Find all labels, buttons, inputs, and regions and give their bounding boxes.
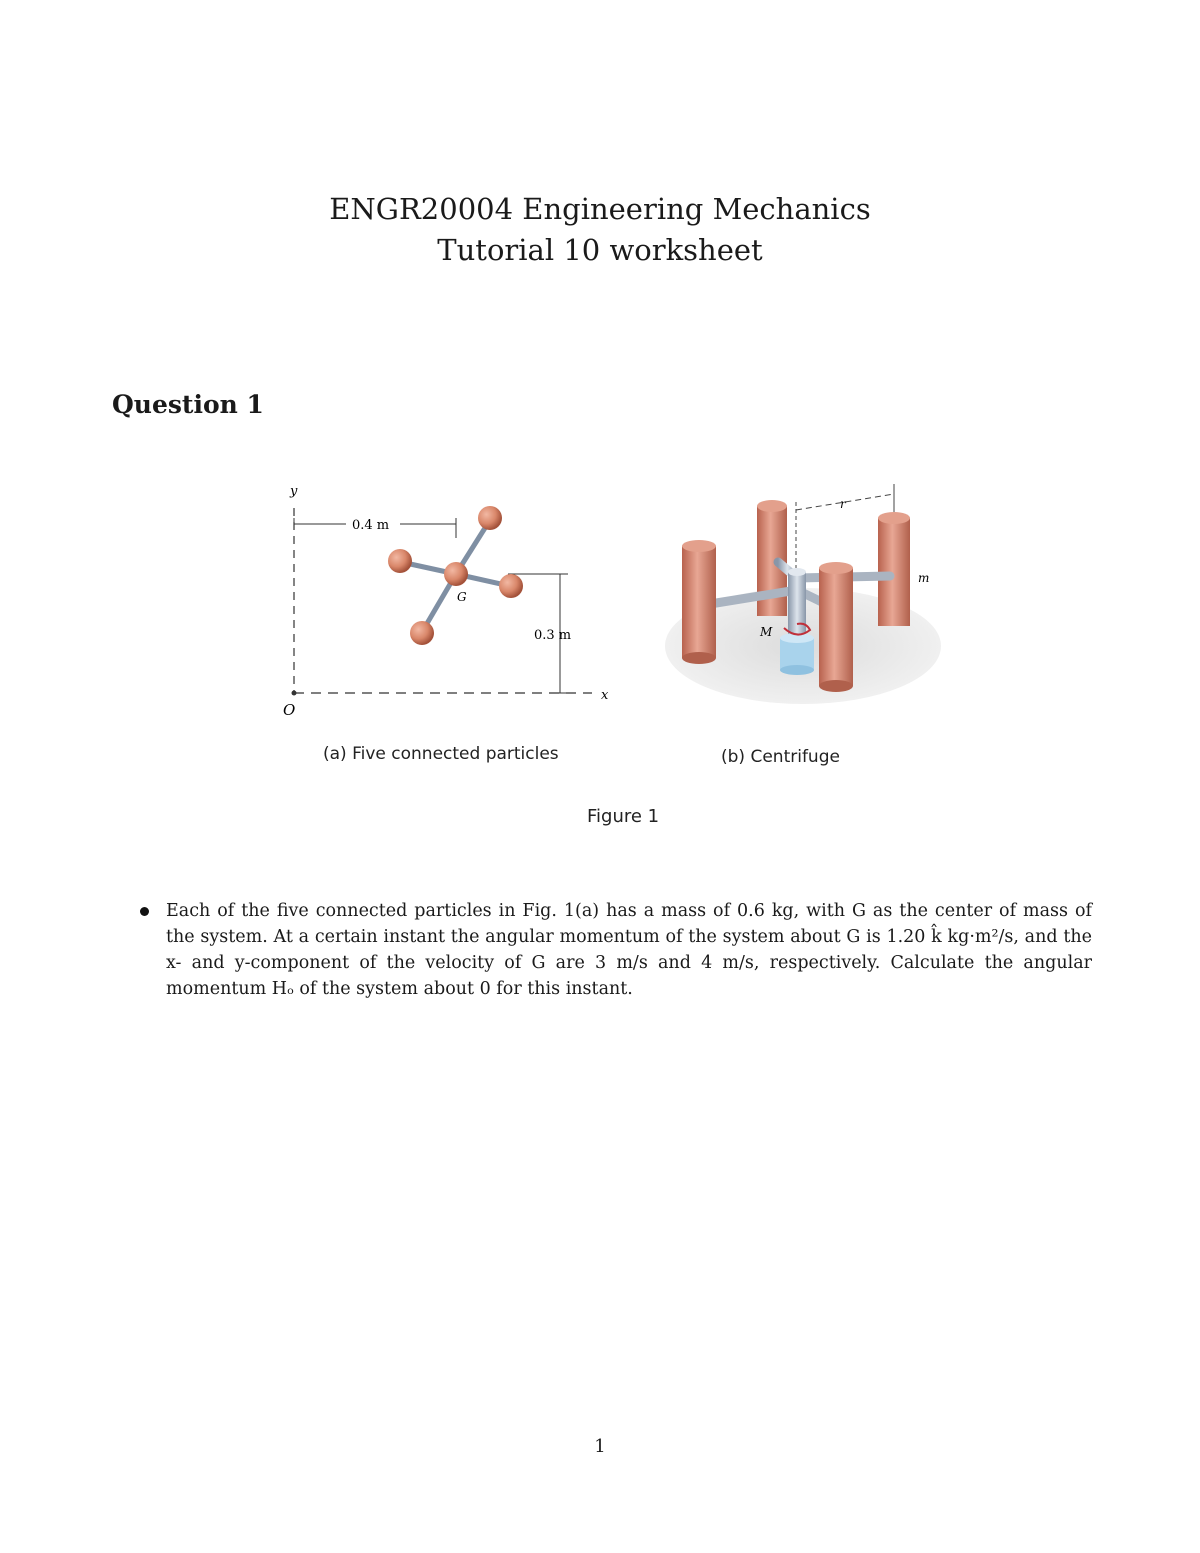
y-axis-label: y: [290, 484, 298, 499]
column-back-left-top: [757, 500, 787, 512]
mass-label: m: [918, 571, 930, 585]
central-shaft: [788, 572, 806, 638]
column-front-right-bottom: [819, 680, 853, 692]
origin-dot: [292, 691, 297, 696]
page-number: 1: [594, 1436, 606, 1457]
column-front-right: [819, 568, 853, 686]
dim-vertical-label: 0.3 m: [534, 628, 572, 643]
origin-label: O: [283, 701, 296, 718]
particle-center-g: [444, 562, 468, 586]
figure-a-five-particles: [270, 478, 630, 718]
question-text: Each of the five connected particles in Fig. 1(a) has a mass of 0.6 kg, with G as the center of mass of the system. At a certain instant the angular momentum of the system about G is 1.20 k̂ kg·m²/s, and the x- and y-component of the velocity of G are 3 m/s and 4 m/s, respectively. Calculate the angular momentum Hₒ of the system about 0 for this instant.: [166, 901, 1092, 999]
particle-upper-right: [478, 506, 502, 530]
particle-left: [388, 549, 412, 573]
column-back-right-top: [878, 512, 910, 524]
column-front-right-top: [819, 562, 853, 574]
moment-label: M: [760, 625, 773, 639]
radius-label: r: [840, 497, 846, 511]
question-heading: Question 1: [112, 390, 264, 419]
figure-label: Figure 1: [587, 806, 660, 827]
center-g-label: G: [457, 590, 467, 604]
figure-a-caption: (a) Five connected particles: [323, 744, 559, 764]
dim-horizontal-label: 0.4 m: [352, 518, 390, 533]
document-subtitle: Tutorial 10 worksheet: [437, 233, 763, 267]
document-title: ENGR20004 Engineering Mechanics: [329, 192, 871, 226]
x-axis-label: x: [601, 688, 609, 703]
column-front-left-bottom: [682, 652, 716, 664]
figure-b-centrifuge: [660, 478, 950, 718]
particle-right: [499, 574, 523, 598]
central-shaft-top: [788, 568, 806, 576]
figure-b-caption: (b) Centrifuge: [721, 747, 840, 767]
base-cup-bottom: [780, 665, 814, 675]
bullet-dot: [140, 907, 149, 916]
column-front-left-top: [682, 540, 716, 552]
column-front-left: [682, 546, 716, 658]
particle-lower-left: [410, 621, 434, 645]
